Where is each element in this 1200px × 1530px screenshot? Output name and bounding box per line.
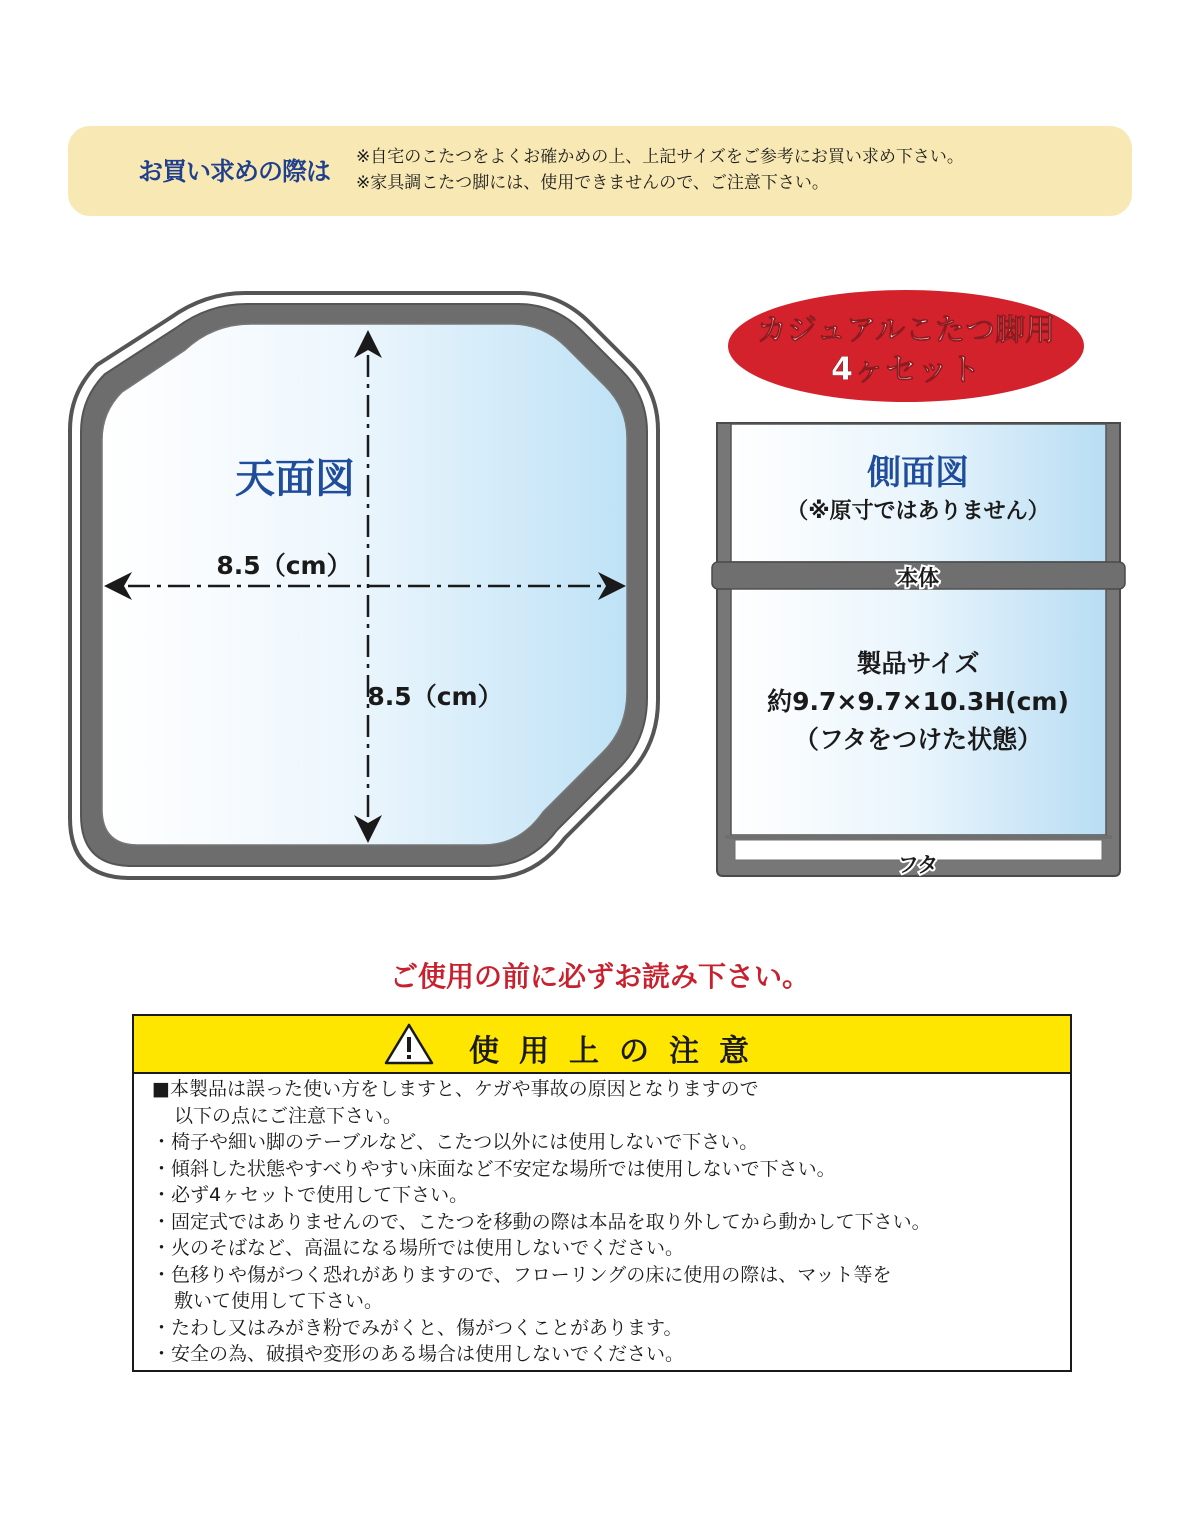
size-note: （フタをつけた状態） xyxy=(793,725,1043,754)
size-value: 約9.7×9.7×10.3H(cm) xyxy=(767,687,1069,716)
top-view-title: 天面図 xyxy=(235,456,355,502)
side-view-note: （※原寸ではありません） xyxy=(786,499,1050,524)
purchase-notice-box xyxy=(68,126,1132,216)
read-before-use-heading: ご使用の前に必ずお読み下さい。 xyxy=(389,960,810,993)
body-label: 本体 xyxy=(897,566,939,590)
top-view-diagram xyxy=(70,293,658,878)
caution-item: 以下の点にご注意下さい。 xyxy=(174,1104,403,1127)
caution-item: ・火のそばなど、高温になる場所では使用しないでください。 xyxy=(152,1237,685,1259)
caution-item: ・色移りや傷がつく恐れがありますので、フローリングの床に使用の際は、マット等を xyxy=(152,1263,892,1286)
product-diagram xyxy=(0,240,1200,900)
caution-header xyxy=(134,1016,1070,1074)
side-view-upper-panel xyxy=(731,424,1106,562)
side-view-title: 側面図 xyxy=(867,453,969,493)
set-badge xyxy=(728,290,1084,402)
side-view-diagram xyxy=(712,423,1125,877)
badge-line1: カジュアルこたつ脚用 xyxy=(756,313,1056,348)
side-view-lid xyxy=(725,835,1112,839)
caution-item: ・椅子や細い脚のテーブルなど、こたつ以外には使用しないで下さい。 xyxy=(152,1131,759,1153)
width-label: 8.5（cm） xyxy=(216,551,352,580)
purchase-notice-lines xyxy=(356,144,964,196)
lid-label: フタ xyxy=(897,853,939,877)
caution-item: 敷いて使用して下さい。 xyxy=(174,1290,384,1312)
badge-line2: 4ヶセット xyxy=(830,350,982,388)
caution-list xyxy=(152,1076,1060,1368)
caution-item: ・傾斜した状態やすべりやすい床面など不安定な場所では使用しないで下さい。 xyxy=(152,1157,836,1180)
purchase-notice-line: ※家具調こたつ脚には、使用できませんので、ご注意下さい。 xyxy=(356,173,829,193)
caution-item: ・たわし又はみがき粉でみがくと、傷がつくことがあります。 xyxy=(152,1316,683,1339)
warning-triangle-icon xyxy=(384,1023,434,1065)
depth-label: 8.5（cm） xyxy=(367,682,503,711)
caution-item: ・安全の為、破損や変形のある場合は使用しないでください。 xyxy=(152,1343,685,1365)
top-view-panel xyxy=(102,324,627,845)
caution-box xyxy=(132,1014,1072,1372)
caution-title: 使用上の注意 xyxy=(469,1034,769,1069)
size-title: 製品サイズ xyxy=(856,649,980,678)
caution-item: ■本製品は誤った使い方をしますと、ケガや事故の原因となりますので xyxy=(152,1078,759,1100)
purchase-notice-title: お買い求めの際は xyxy=(138,157,331,186)
caution-item: ・必ず4ヶセットで使用して下さい。 xyxy=(152,1184,469,1206)
caution-item: ・固定式ではありませんので、こたつを移動の際は本品を取り外してから動かして下さい。 xyxy=(152,1210,931,1233)
purchase-notice-line: ※自宅のこたつをよくお確かめの上、上記サイズをご参考にお買い求め下さい。 xyxy=(356,147,964,167)
